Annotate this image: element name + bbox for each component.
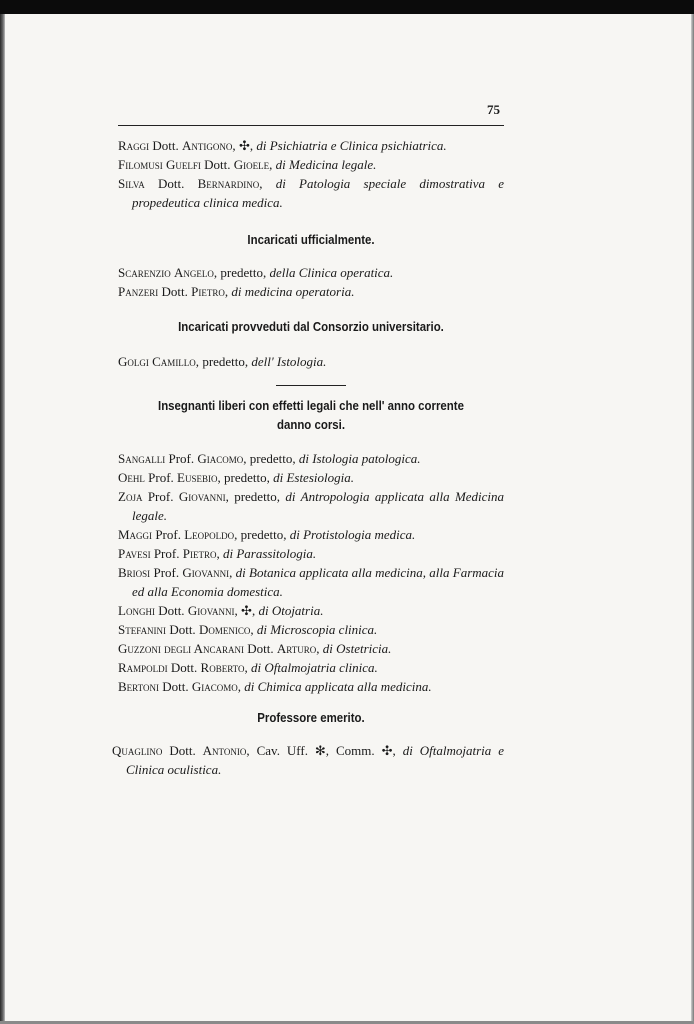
- faculty-entry: Rampoldi Dott. Roberto, di Oftalmojatria clinica.: [118, 660, 378, 675]
- faculty-entry: Longhi Dott. Giovanni, ✣, di Otojatria.: [118, 603, 324, 618]
- section-heading: Professore emerito.: [257, 710, 365, 725]
- faculty-entry: Bertoni Dott. Giacomo, di Chimica applicata alla medicina.: [118, 679, 432, 694]
- faculty-entry: Raggi Dott. Antigono, ✣, di Psichiatria e Clinica psichiatrica.: [118, 138, 447, 153]
- faculty-entry: Sangalli Prof. Giacomo, predetto, di Istologia patologica.: [118, 451, 421, 466]
- faculty-entry: Quaglino Dott. Antonio, Cav. Uff. ✻, Comm. ✣, di Oftalmojatria e Clinica oculistica.: [112, 743, 504, 777]
- knight-cross-icon: ✣,: [238, 138, 254, 153]
- faculty-entry: Filomusi Guelfi Dott. Gioele, di Medicina legale.: [118, 157, 377, 172]
- faculty-entry: Stefanini Dott. Domenico, di Microscopia clinica.: [118, 622, 378, 637]
- scan-left-edge: [0, 14, 5, 1024]
- page-number: 75: [487, 102, 500, 117]
- faculty-entry: Pavesi Prof. Pietro, di Parassitologia.: [118, 546, 317, 561]
- section-heading: Insegnanti liberi con effetti legali che nell' anno corrente: [158, 398, 464, 413]
- page-content: [112, 136, 505, 779]
- faculty-entry: Guzzoni degli Ancarani Dott. Arturo, di Ostetricia.: [118, 641, 392, 656]
- section-heading: Incaricati ufficialmente.: [247, 232, 375, 247]
- section-heading: Incaricati provveduti dal Consorzio universitario.: [178, 319, 444, 334]
- knight-cross-icon: ✣,: [241, 603, 256, 618]
- faculty-entry: Silva Dott. Bernardino, di Patologia speciale dimostrativa e propedeutica clinica medica.: [118, 176, 505, 210]
- faculty-entry: Zoja Prof. Giovanni, predetto, di Antropologia applicata alla Medicina legale.: [118, 489, 505, 523]
- header-rule: [118, 125, 504, 126]
- scan-top-border: [0, 0, 694, 14]
- faculty-entry: Oehl Prof. Eusebio, predetto, di Estesiologia.: [118, 470, 354, 485]
- faculty-entry: Panzeri Dott. Pietro, di medicina operatoria.: [118, 284, 355, 299]
- section-heading-continued: danno corsi.: [276, 417, 346, 432]
- faculty-entry: Golgi Camillo, predetto, dell' Istologia.: [118, 354, 327, 369]
- faculty-entry: Briosi Prof. Giovanni, di Botanica applicata alla medicina, alla Farmacia ed alla Economia domestica.: [118, 565, 505, 599]
- faculty-entry: Scarenzio Angelo, predetto, della Clinica operatica.: [118, 265, 394, 280]
- faculty-entry: Maggi Prof. Leopoldo, predetto, di Protistologia medica.: [118, 527, 416, 542]
